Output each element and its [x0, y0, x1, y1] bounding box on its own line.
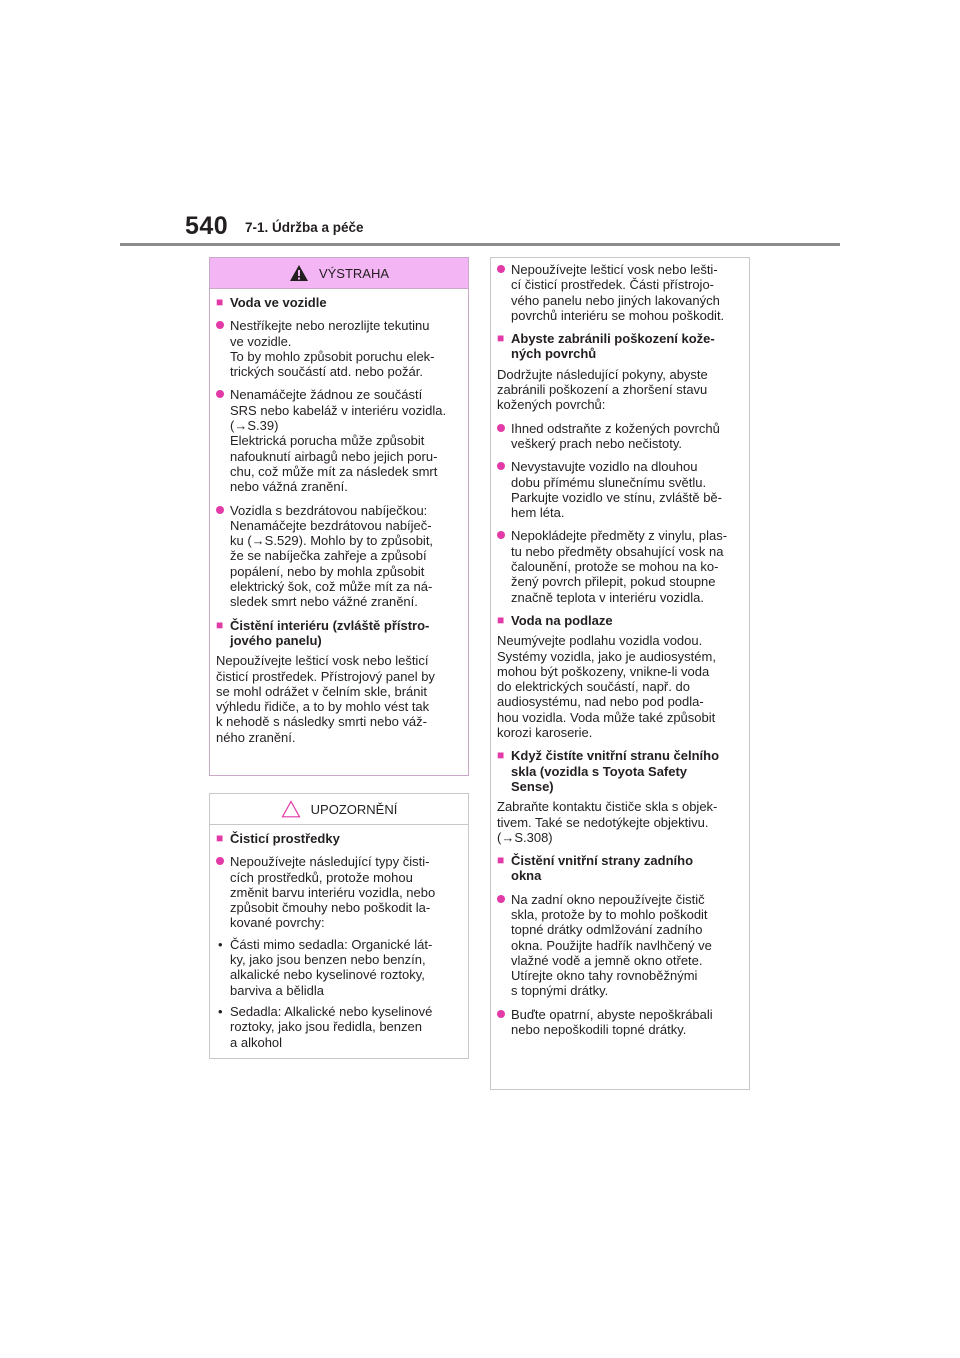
square-bullet-icon: ■ [216, 831, 224, 845]
text-line: ve vozidle. [230, 333, 292, 349]
text-line: ku (→S.529). Mohlo by to způsobit, [230, 533, 434, 549]
continued-content [491, 258, 749, 1037]
item-text [511, 262, 724, 323]
item-text [511, 748, 719, 794]
text-line: se mohl odrážet v čelním skle, bránit [216, 683, 427, 699]
circle-bullet-icon [216, 321, 224, 329]
text-line: Nestříkejte nebo nerozlijte tekutinu [230, 318, 430, 334]
text-line: změnit barvu interiéru vozidla, nebo [230, 884, 436, 900]
text-line: (→S.308) [497, 829, 553, 845]
text-line: tu nebo předměty obsahující vosk na [511, 543, 724, 559]
text-line: hem léta. [511, 505, 565, 521]
caution-triangle-icon [281, 800, 301, 818]
text-line: mohou být poškozeny, vnikne-li voda [497, 663, 710, 679]
square-bullet-icon: ■ [497, 612, 505, 627]
text-line: (→S.39) [230, 418, 279, 434]
text-line: veškerý prach nebo nečistoty. [511, 435, 683, 451]
text-line: Nenamáčejte žádnou ze součástí [230, 387, 423, 403]
text-line: Nepokládejte předměty z vinylu, plas- [511, 528, 728, 544]
circle-bullet-icon [497, 1010, 505, 1018]
text-line: Zabraňte kontaktu čističe skla s objek- [497, 799, 718, 815]
subheading [216, 295, 462, 310]
text-line: SRS nebo kabeláž v interiéru vozidla. [230, 402, 447, 418]
small-dot-icon: • [218, 1003, 223, 1019]
text-line: Elektrická porucha může způsobit [230, 433, 425, 449]
text-line: s topnými drátky. [511, 983, 609, 999]
item-text [511, 331, 715, 362]
item-text [230, 618, 429, 649]
text-line: alkalické nebo kyselinové roztoky, [230, 967, 425, 983]
text-line: Voda na podlaze [511, 612, 613, 628]
caution-header [210, 794, 468, 825]
warning-content [210, 289, 468, 745]
caution-box [209, 793, 469, 1059]
item-text [230, 1004, 432, 1050]
text-line: že se nabíječka zahřeje a způsobí [230, 548, 427, 564]
text-line: Systémy vozidla, jako je audiosystém, [497, 648, 716, 664]
circle-bullet-icon [216, 506, 224, 514]
text-line: okna [511, 868, 542, 884]
warning-title: VÝSTRAHA [318, 265, 390, 281]
text-line: Nepoužívejte lešticí vosk nebo lešticí [216, 653, 429, 669]
text-line: Nepoužívejte následující typy čisti- [230, 854, 430, 870]
item-text [230, 318, 435, 379]
text-line: Parkujte vozidlo ve stínu, zvláště bě- [511, 489, 722, 505]
item-text [230, 503, 433, 610]
item-text [511, 421, 720, 452]
bullet-item [216, 503, 462, 610]
item-text [230, 937, 432, 998]
text-line: cí čisticí prostředek. Části přístrojo- [511, 277, 714, 293]
text-line: Sense) [511, 778, 554, 794]
continued-box [490, 257, 750, 1090]
text-line: způsobit čmouhy nebo poškodit la- [230, 900, 431, 916]
circle-bullet-icon [497, 462, 505, 470]
bullet-item [216, 387, 462, 494]
text-line: výhledu řidiče, a to by mohlo vést tak [216, 699, 430, 715]
item-text [497, 367, 743, 413]
text-line: dobu přímému slunečnímu světlu. [511, 474, 707, 490]
circle-bullet-icon [497, 531, 505, 539]
text-line: jového panelu) [230, 632, 322, 648]
text-line: čisticí prostředek. Přístrojový panel by [216, 668, 435, 684]
text-line: sledek smrt nebo vážné zranění. [230, 594, 418, 610]
paragraph [216, 653, 462, 745]
text-line: To by mohlo způsobit poruchu elek- [230, 348, 435, 364]
text-line: žený povrch přilepit, pokud stoupne [511, 574, 716, 590]
warning-triangle-icon [289, 264, 309, 282]
text-line: kožených povrchů: [497, 397, 606, 413]
square-bullet-icon: ■ [497, 748, 505, 763]
text-line: trických součástí atd. nebo požár. [230, 364, 423, 380]
text-line: skla (vozidla s Toyota Safety [511, 763, 688, 779]
warning-header [210, 258, 468, 289]
bullet-item [216, 854, 462, 930]
bullet-item [497, 528, 743, 604]
item-text [511, 528, 727, 604]
subheading [497, 853, 743, 884]
text-line: ky, jako jsou benzen nebo benzín, [230, 952, 426, 968]
circle-bullet-icon [497, 424, 505, 432]
text-line: Dodržujte následující pokyny, abyste [497, 366, 708, 382]
text-line: popálení, nebo by mohla způsobit [230, 563, 425, 579]
text-line: Nenamáčejte bezdrátovou nabíječ- [230, 517, 432, 533]
paragraph [497, 367, 743, 413]
subheading [497, 331, 743, 362]
caution-title: UPOZORNĚNÍ [310, 801, 398, 817]
text-line: Ihned odstraňte z kožených povrchů [511, 420, 720, 436]
small-dot-icon: • [218, 936, 223, 952]
item-text [511, 613, 613, 628]
text-line: chu, což může mít za následek smrt [230, 463, 438, 479]
bullet-item [216, 318, 462, 379]
item-text [230, 387, 446, 494]
item-text [230, 854, 435, 930]
bullet-item [497, 892, 743, 999]
text-line: Čisticí prostředky [230, 831, 340, 846]
bullet-item [497, 262, 743, 323]
text-line: nebo nepoškodili topné drátky. [511, 1022, 687, 1038]
text-line: Na zadní okno nepoužívejte čistič [511, 891, 705, 907]
bullet-item [497, 459, 743, 520]
text-line: Čistění interiéru (zvláště přístro- [230, 617, 430, 633]
section-title: 7-1. Údržba a péče [245, 220, 364, 235]
square-bullet-icon: ■ [216, 295, 224, 309]
text-line: Utírejte okno tahy rovnoběžnými [511, 968, 698, 984]
text-line: značně teplota v interiéru vozidla. [511, 589, 704, 605]
text-line: Neumývejte podlahu vozidla vodou. [497, 633, 703, 649]
subheading [216, 618, 462, 649]
text-line: okna. Použijte hadřík navlhčený ve [511, 937, 712, 953]
square-bullet-icon: ■ [216, 617, 224, 632]
warning-box [209, 257, 469, 776]
circle-bullet-icon [497, 265, 505, 273]
text-line: povrchů interiéru se mohou poškodit. [511, 307, 725, 323]
square-bullet-icon: ■ [497, 331, 505, 346]
item-text [230, 295, 327, 310]
text-line: korozi karoserie. [497, 725, 593, 741]
list-item [216, 937, 462, 998]
text-line: elektrický šok, což může mít za ná- [230, 579, 433, 595]
text-line: cích prostředků, protože mohou [230, 869, 413, 885]
text-line: Části mimo sedadla: Organické lát- [230, 936, 433, 952]
text-line: nafouknutí airbagů nebo jejich poru- [230, 448, 438, 464]
subheading [216, 831, 462, 846]
page-number: 540 [185, 212, 229, 240]
text-line: Nevystavujte vozidlo na dlouhou [511, 459, 698, 475]
text-line: do elektrických součástí, např. do [497, 679, 690, 695]
text-line: čalounění, protože se mohou na ko- [511, 559, 719, 575]
item-text [511, 853, 693, 884]
text-line: Nepoužívejte lešticí vosk nebo lešti- [511, 262, 718, 277]
item-text [511, 459, 722, 520]
text-line: audiosystému, nad nebo pod podla- [497, 694, 704, 710]
item-text [230, 831, 340, 846]
text-line: zabránili poškození a zhoršení stavu [497, 382, 708, 398]
text-line: topné drátky odmlžování zadního [511, 922, 703, 938]
bullet-item [497, 421, 743, 452]
text-line: barviva a bělidla [230, 982, 324, 998]
text-line: ného zranění. [216, 729, 296, 745]
text-line: Sedadla: Alkalické nebo kyselinové [230, 1003, 433, 1019]
text-line: Když čistíte vnitřní stranu čelního [511, 748, 720, 764]
list-item [216, 1004, 462, 1050]
paragraph [497, 633, 743, 740]
bullet-item [497, 1007, 743, 1038]
text-line: tivem. Také se nedotýkejte objektivu. [497, 814, 709, 830]
item-text [497, 633, 743, 740]
item-text [497, 799, 743, 845]
text-line: kované povrchy: [230, 915, 325, 931]
caution-content [210, 825, 468, 1050]
circle-bullet-icon [216, 390, 224, 398]
text-line: Voda ve vozidle [230, 295, 327, 310]
text-line: ných povrchů [511, 346, 597, 362]
paragraph [497, 799, 743, 845]
square-bullet-icon: ■ [497, 853, 505, 868]
header-divider [120, 243, 840, 246]
text-line: roztoky, jako jsou ředidla, benzen [230, 1019, 422, 1035]
text-line: skla, protože by to mohlo poškodit [511, 906, 708, 922]
text-line: k nehodě s následky smrti nebo váž- [216, 714, 427, 730]
subheading [497, 613, 743, 628]
text-line: a alkohol [230, 1034, 283, 1050]
text-line: Vozidla s bezdrátovou nabíječkou: [230, 502, 428, 518]
text-line: Čistění vnitřní strany zadního [511, 853, 694, 869]
subheading [497, 748, 743, 794]
item-text [216, 653, 462, 745]
circle-bullet-icon [497, 895, 505, 903]
text-line: Buďte opatrní, abyste nepoškrábali [511, 1006, 713, 1022]
circle-bullet-icon [216, 857, 224, 865]
text-line: vého panelu nebo jiných lakovaných [511, 292, 720, 308]
text-line: nebo vážná zranění. [230, 479, 348, 495]
item-text [511, 892, 712, 999]
text-line: hou vozidla. Voda může také způsobit [497, 709, 716, 725]
text-line: Abyste zabránili poškození kože- [511, 331, 715, 347]
text-line: vlažné vodě a jemně okno otřete. [511, 952, 703, 968]
item-text [511, 1007, 713, 1038]
